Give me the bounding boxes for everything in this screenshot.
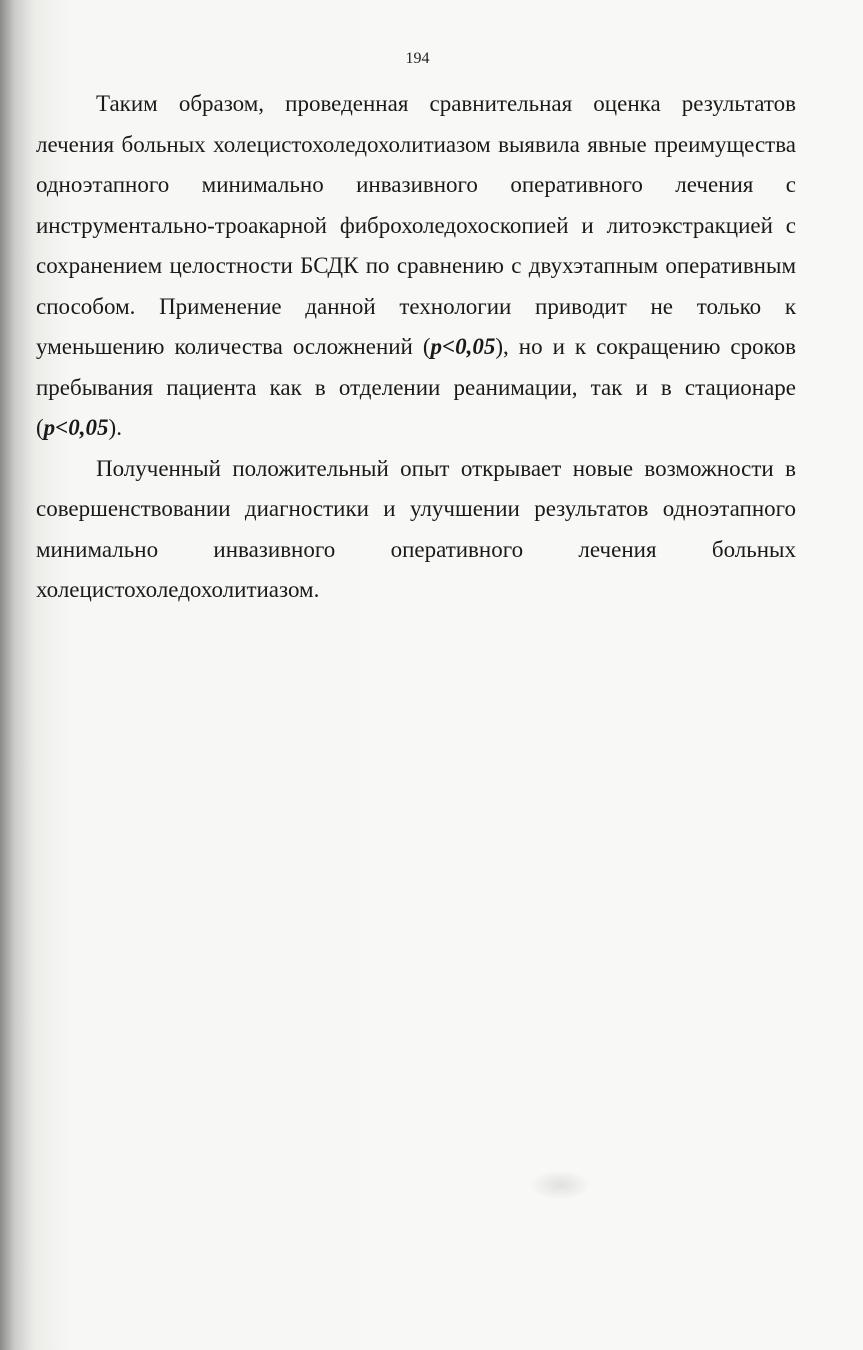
page-number: 194	[405, 50, 430, 67]
p-value: p<0,05	[43, 415, 109, 440]
paragraph-conclusion	[36, 84, 796, 449]
p-value: p<0,05	[430, 334, 496, 359]
paper-smudge	[530, 1170, 590, 1200]
paragraph-text: Таким образом, проведенная сравнительная оценка результатов лечения больных холецистохоледохолитиазом выявила явные преимущества одноэтапного минимально инвазивного оперативного лечения с инструментально-троакарной фиброхоледохоскопией и литоэкстракцией с сохранением целостности БСДК по сравнению с двухэтапным оперативным способом. Применение данной технологии приводит не только к уменьшению количества осложнений (	[36, 91, 796, 359]
body-text	[36, 84, 796, 611]
paragraph-text: ).	[108, 415, 122, 440]
paragraph-outlook: Полученный положительный опыт открывает новые возможности в совершенствовании диагностики и улучшении результатов одноэтапного минимально инвазивного оперативного лечения больных холецистохоледохолитиазом.	[36, 455, 796, 602]
paragraph-text: ), но и к сокращению сроков пребывания пациента как в отделении реанимации, так и в стационаре (	[36, 334, 796, 440]
